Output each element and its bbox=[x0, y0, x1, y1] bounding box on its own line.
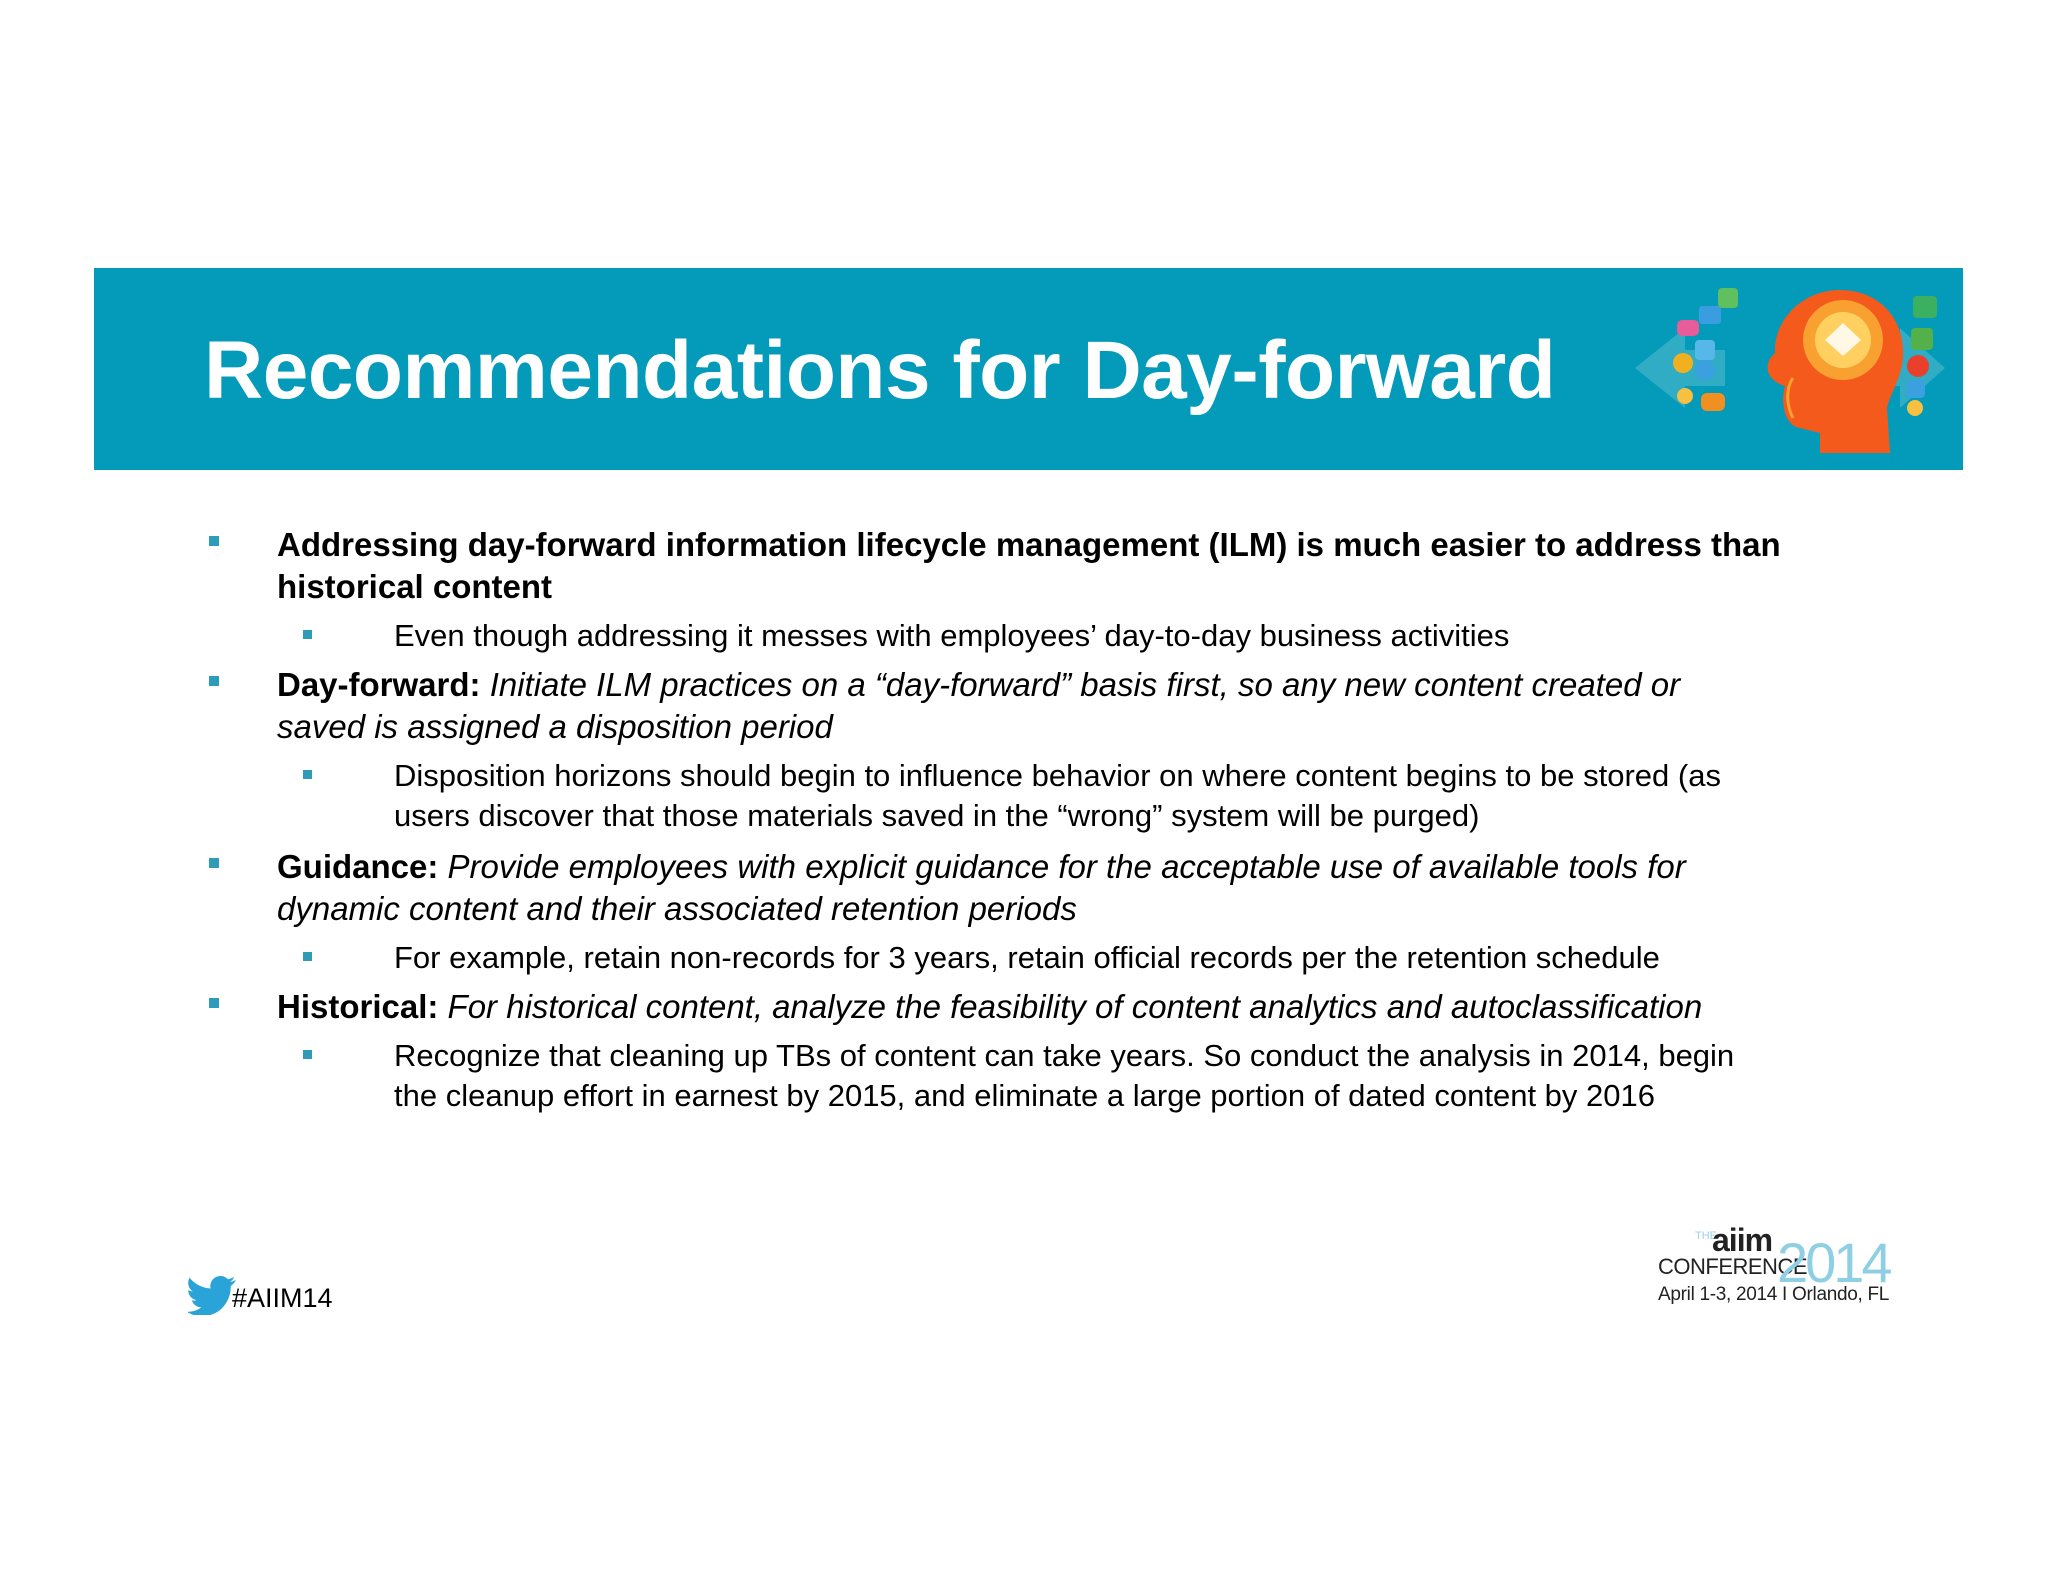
logo-brand: aiim bbox=[1712, 1222, 1773, 1258]
bullet-marker bbox=[209, 536, 219, 546]
bullet-4-sub-1-line-1: Recognize that cleaning up TBs of content can take years. So conduct the analysis in 2014, begin bbox=[394, 1038, 1735, 1073]
head-social-media-illustration bbox=[1615, 268, 1963, 470]
logo-year: 2014 bbox=[1777, 1231, 1890, 1294]
bullet-1-sub-1: Even though addressing it messes with employees’ day-to-day business activities bbox=[394, 618, 1510, 653]
bullet-2-text: Initiate ILM practices on a “day-forward” basis first, so any new content created or bbox=[489, 666, 1681, 703]
bullet-2-line-1 bbox=[277, 664, 1857, 706]
bullet-3-line-1 bbox=[277, 846, 1857, 888]
conference-hashtag: #AIIM14 bbox=[232, 1283, 333, 1313]
twitter-bird-icon bbox=[188, 1275, 238, 1315]
bullet-2-sub-1-line-2: users discover that those materials saved in the “wrong” system will be purged) bbox=[394, 798, 1480, 833]
sub-bullet-marker bbox=[303, 630, 312, 639]
bullet-4-lead: Historical: bbox=[277, 988, 439, 1025]
bullet-3-sub-1: For example, retain non-records for 3 years, retain official records per the retention schedule bbox=[394, 940, 1660, 975]
title-banner bbox=[94, 268, 1963, 470]
bullet-4-text: For historical content, analyze the feasibility of content analytics and autoclassification bbox=[447, 988, 1703, 1025]
sub-bullet-marker bbox=[303, 952, 312, 961]
bullet-3-line-2: dynamic content and their associated retention periods bbox=[277, 890, 1077, 927]
bullet-marker bbox=[209, 998, 219, 1008]
bullet-marker bbox=[209, 858, 219, 868]
bullet-4-sub-1-line-2: the cleanup effort in earnest by 2015, and eliminate a large portion of dated content by 2016 bbox=[394, 1078, 1655, 1113]
bullet-1-line-2: historical content bbox=[277, 568, 553, 605]
bullet-1-line-1 bbox=[277, 524, 1857, 566]
bullet-2-line-2: saved is assigned a disposition period bbox=[277, 708, 833, 745]
logo-conference: CONFERENCE bbox=[1658, 1254, 1808, 1279]
sub-bullet-marker bbox=[303, 770, 312, 779]
bullet-2-sub-1-line-1: Disposition horizons should begin to influence behavior on where content begins to be stored (as bbox=[394, 758, 1721, 793]
logo-the: THE bbox=[1695, 1230, 1717, 1242]
slide-title: Recommendations for Day-forward bbox=[204, 325, 1556, 416]
bullet-3-lead: Guidance: bbox=[277, 848, 439, 885]
bullet-2-lead: Day-forward: bbox=[277, 666, 481, 703]
logo-date-location: April 1-3, 2014 I Orlando, FL bbox=[1658, 1284, 1890, 1305]
aiim-conference-logo bbox=[1655, 1222, 1890, 1308]
bullet-4-line-1 bbox=[277, 986, 1857, 1028]
sub-bullet-marker bbox=[303, 1050, 312, 1059]
bullet-marker bbox=[209, 676, 219, 686]
bullet-1-text: Addressing day-forward information lifecycle management (ILM) is much easier to address than bbox=[277, 526, 1781, 563]
bullet-3-text: Provide employees with explicit guidance for the acceptable use of available tools for bbox=[447, 848, 1686, 885]
